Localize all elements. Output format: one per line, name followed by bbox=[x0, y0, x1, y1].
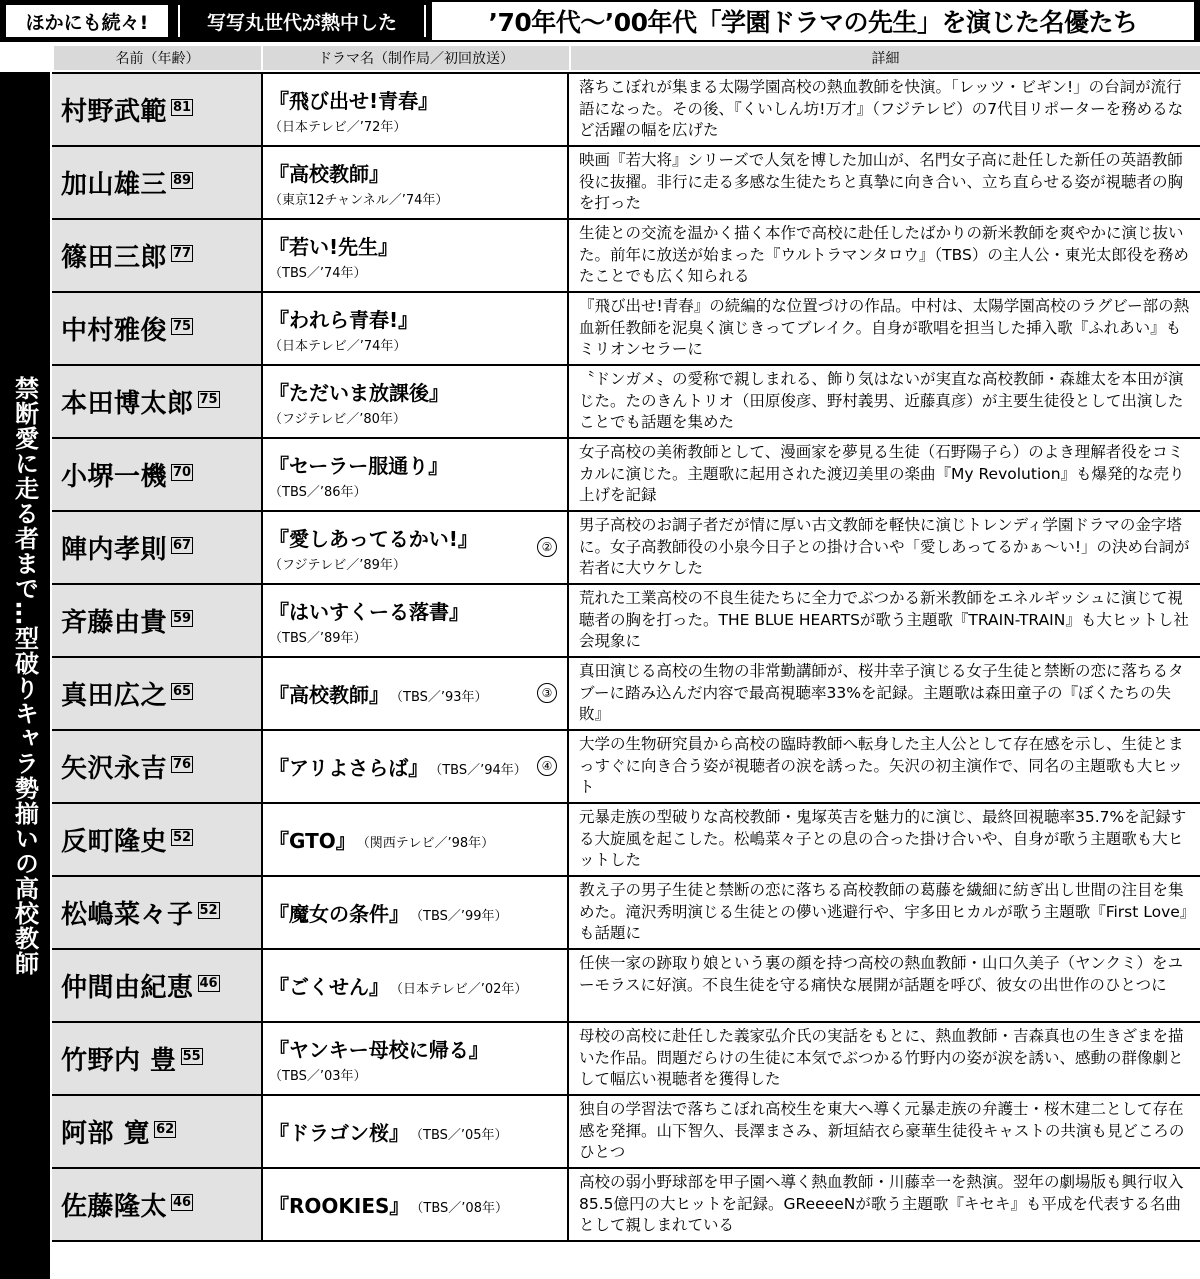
actor-name: 斉藤由貴 bbox=[61, 608, 168, 638]
table-row bbox=[52, 875, 1200, 948]
age-badge: 52 bbox=[173, 830, 192, 845]
drama-cell bbox=[261, 658, 569, 729]
detail-cell: 女子高校の美術教師として、漫画家を夢見る生徒（石野陽子ら）のよき理解者役をコミカルに演じた。主題歌に起用された渡辺美里の楽曲『My Revolution』も爆発的な売り上げを記録 bbox=[569, 439, 1200, 510]
table-body bbox=[52, 72, 1200, 1242]
side-label-bar bbox=[0, 72, 50, 1279]
actor-name: 小堺一機 bbox=[61, 462, 168, 492]
detail-cell: 任侠一家の跡取り娘という裏の顔を持つ高校の熱血教師・山口久美子（ヤンクミ）をユーモラスに好演。不良生徒を守る痛快な展開が話題を呼び、彼女の出世作のひとつに bbox=[569, 950, 1200, 1021]
name-cell bbox=[52, 658, 261, 729]
detail-cell: 大学の生物研究員から高校の臨時教師へ転身した主人公として存在感を示し、生徒とまっすぐに向き合う姿が視聴者の涙を誘った。矢沢の初主演作で、同名の主題歌も大ヒット bbox=[569, 731, 1200, 802]
drama-cell bbox=[261, 512, 569, 583]
detail-cell: 落ちこぼれが集まる太陽学園高校の熱血教師を快演。「レッツ・ビギン!」の台詞が流行語になった。その後、『くいしん坊!万才』（フジテレビ）の7代目リポーターを務めるなど活躍の幅を広げた bbox=[569, 74, 1200, 145]
table-header bbox=[52, 46, 1200, 70]
age-badge: 55 bbox=[182, 1049, 201, 1064]
detail-cell: 教え子の男子生徒と禁断の恋に落ちる高校教師の葛藤を繊細に紡ぎ出し世間の注目を集めた。滝沢秀明演じる生徒との儚い逃避行や、宇多田ヒカルが歌う主題歌『First Love』も話題に bbox=[569, 877, 1200, 948]
drama-cell bbox=[261, 439, 569, 510]
table-row bbox=[52, 218, 1200, 291]
name-cell bbox=[52, 877, 261, 948]
table-row bbox=[52, 729, 1200, 802]
detail-cell: 〝ドンガメ〟の愛称で親しまれる、飾り気はないが実直な高校教師・森雄太を本田が演じた。たのきんトリオ（田原俊彦、野村義男、近藤真彦）が主要生徒役として出演したことでも話題を集めた bbox=[569, 366, 1200, 437]
drama-cell bbox=[261, 1023, 569, 1094]
header-subtag: 写写丸世代が熱中した bbox=[178, 5, 426, 37]
header-bar bbox=[0, 0, 1200, 42]
detail-cell: 映画『若大将』シリーズで人気を博した加山が、名門女子高に赴任した新任の英語教師役に抜擢。非行に走る多感な生徒たちと真摯に向き合い、立ち直らせる姿が視聴者の胸を打った bbox=[569, 147, 1200, 218]
name-cell bbox=[52, 74, 261, 145]
age-badge: 67 bbox=[173, 538, 192, 553]
name-cell bbox=[52, 366, 261, 437]
page-title: ’70年代〜’00年代「学園ドラマの先生」を演じた名優たち bbox=[432, 2, 1194, 40]
actor-name: 反町隆史 bbox=[61, 827, 168, 857]
actor-name: 仲間由紀恵 bbox=[61, 973, 194, 1003]
detail-cell: 独自の学習法で落ちこぼれ高校生を東大へ導く元暴走族の弁護士・桜木建二として存在感を発揮。山下智久、長澤まさみ、新垣結衣ら豪華生徒役キャストの共演も見どころのひとつ bbox=[569, 1096, 1200, 1167]
drama-title: 『はいすくーる落書』 bbox=[269, 599, 469, 624]
actor-name: 中村雅俊 bbox=[61, 316, 168, 346]
age-badge: 81 bbox=[173, 100, 192, 115]
actor-name: 阿部 寛 bbox=[61, 1119, 151, 1149]
drama-cell bbox=[261, 585, 569, 656]
name-cell bbox=[52, 1023, 261, 1094]
drama-cell bbox=[261, 877, 569, 948]
age-badge: 52 bbox=[199, 903, 218, 918]
drama-meta: （日本テレビ／’72年） bbox=[269, 119, 407, 135]
age-badge: 75 bbox=[199, 392, 218, 407]
drama-meta: （TBS／’86年） bbox=[269, 484, 367, 500]
name-cell bbox=[52, 439, 261, 510]
drama-cell bbox=[261, 731, 569, 802]
drama-meta: （フジテレビ／’80年） bbox=[269, 411, 406, 427]
table-row bbox=[52, 72, 1200, 145]
drama-meta: （TBS／’74年） bbox=[269, 265, 367, 281]
drama-meta: （フジテレビ／’89年） bbox=[269, 557, 406, 573]
drama-title: 『アリよさらば』 bbox=[269, 756, 429, 780]
table-row bbox=[52, 364, 1200, 437]
drama-meta: （TBS／’05年） bbox=[410, 1128, 508, 1143]
photo-number-badge: ③ bbox=[537, 683, 557, 703]
drama-meta: （日本テレビ／’02年） bbox=[390, 982, 528, 997]
age-badge: 62 bbox=[156, 1122, 175, 1137]
drama-meta: （日本テレビ／’74年） bbox=[269, 338, 407, 354]
actor-name: 加山雄三 bbox=[61, 170, 168, 200]
name-cell bbox=[52, 147, 261, 218]
drama-cell bbox=[261, 293, 569, 364]
actor-name: 竹野内 豊 bbox=[61, 1046, 177, 1076]
name-cell bbox=[52, 950, 261, 1021]
drama-cell bbox=[261, 74, 569, 145]
drama-meta: （TBS／’99年） bbox=[410, 909, 508, 924]
drama-title: 『魔女の条件』 bbox=[269, 902, 409, 926]
detail-cell: 生徒との交流を温かく描く本作で高校に赴任したばかりの新米教師を爽やかに演じ抜いた。前年に放送が始まった『ウルトラマンタロウ』（TBS）の主人公・東光太郎役を務めたことでも広く知られる bbox=[569, 220, 1200, 291]
actor-name: 本田博太郎 bbox=[61, 389, 194, 419]
name-cell bbox=[52, 731, 261, 802]
age-badge: 75 bbox=[173, 319, 192, 334]
age-badge: 89 bbox=[173, 173, 192, 188]
actor-name: 陣内孝則 bbox=[61, 535, 168, 565]
column-header-name: 名前（年齢） bbox=[52, 46, 261, 70]
drama-cell bbox=[261, 950, 569, 1021]
drama-title: 『若い!先生』 bbox=[269, 234, 399, 259]
photo-number-badge: ② bbox=[537, 537, 557, 557]
actor-name: 矢沢永吉 bbox=[61, 754, 168, 784]
table-row bbox=[52, 437, 1200, 510]
header-tag: ほかにも続々! bbox=[6, 5, 168, 37]
name-cell bbox=[52, 293, 261, 364]
drama-meta: （東京12チャンネル／’74年） bbox=[269, 192, 449, 208]
drama-cell bbox=[261, 1096, 569, 1167]
column-header-detail: 詳細 bbox=[569, 46, 1200, 70]
drama-meta: （関西テレビ／’98年） bbox=[356, 836, 495, 851]
table-row bbox=[52, 802, 1200, 875]
detail-cell: 真田演じる高校の生物の非常勤講師が、桜井幸子演じる女子生徒と禁断の恋に落ちるタブーに踏み込んだ内容で最高視聴率33%を記録。主題歌は森田童子の『ぼくたちの失敗』 bbox=[569, 658, 1200, 729]
drama-title: 『高校教師』 bbox=[269, 683, 389, 707]
table-row bbox=[52, 1167, 1200, 1242]
detail-cell: 男子高校のお調子者だが情に厚い古文教師を軽快に演じトレンディ学園ドラマの金字塔に。女子高教師役の小泉今日子との掛け合いや「愛しあってるかぁ〜い!」の決め台詞が若者に大ウケした bbox=[569, 512, 1200, 583]
drama-meta: （TBS／’93年） bbox=[390, 690, 488, 705]
table-row bbox=[52, 145, 1200, 218]
age-badge: 59 bbox=[173, 611, 192, 626]
name-cell bbox=[52, 585, 261, 656]
drama-title: 『ただいま放課後』 bbox=[269, 380, 449, 405]
side-label: 禁断愛に走る者まで…型破りキャラ勢揃いの高校教師 bbox=[10, 375, 39, 976]
name-cell bbox=[52, 1096, 261, 1167]
drama-title: 『われら青春!』 bbox=[269, 307, 419, 332]
table-row bbox=[52, 948, 1200, 1021]
detail-cell: 元暴走族の型破りな高校教師・鬼塚英吉を魅力的に演じ、最終回視聴率35.7%を記録する大旋風を起こした。松嶋菜々子との息の合った掛け合いや、自身が歌う主題歌も大ヒットした bbox=[569, 804, 1200, 875]
detail-cell: 荒れた工業高校の不良生徒たちに全力でぶつかる新米教師をエネルギッシュに演じて視聴者の胸を打った。THE BLUE HEARTSが歌う主題歌『TRAIN-TRAIN』も大ヒットし社会現象に bbox=[569, 585, 1200, 656]
name-cell bbox=[52, 512, 261, 583]
drama-title: 『ごくせん』 bbox=[269, 975, 389, 999]
table-row bbox=[52, 510, 1200, 583]
age-badge: 65 bbox=[173, 684, 192, 699]
actor-name: 松嶋菜々子 bbox=[61, 900, 194, 930]
drama-title: 『愛しあってるかい!』 bbox=[269, 526, 478, 551]
table-row bbox=[52, 1094, 1200, 1167]
drama-meta: （TBS／’89年） bbox=[269, 630, 367, 646]
table-row bbox=[52, 583, 1200, 656]
drama-title: 『ドラゴン桜』 bbox=[269, 1121, 409, 1145]
drama-title: 『高校教師』 bbox=[269, 161, 389, 186]
drama-meta: （TBS／’94年） bbox=[429, 763, 527, 778]
drama-cell bbox=[261, 147, 569, 218]
drama-meta: （TBS／’08年） bbox=[410, 1201, 508, 1216]
drama-title: 『セーラー服通り』 bbox=[269, 453, 449, 478]
drama-cell bbox=[261, 366, 569, 437]
detail-cell: 母校の高校に赴任した義家弘介氏の実話をもとに、熱血教師・吉森真也の生きざまを描いた作品。問題だらけの生徒に本気でぶつかる竹野内の姿が涙を誘い、感動の群像劇として幅広い視聴者を獲得した bbox=[569, 1023, 1200, 1094]
actor-name: 篠田三郎 bbox=[61, 243, 168, 273]
age-badge: 46 bbox=[173, 1195, 192, 1210]
detail-cell: 『飛び出せ!青春』の続編的な位置づけの作品。中村は、太陽学園高校のラグビー部の熱血新任教師を泥臭く演じきってブレイク。自身が歌唱を担当した挿入歌『ふれあい』もミリオンセラーに bbox=[569, 293, 1200, 364]
drama-title: 『飛び出せ!青春』 bbox=[269, 88, 439, 113]
name-cell bbox=[52, 804, 261, 875]
age-badge: 77 bbox=[173, 246, 192, 261]
column-header-drama: ドラマ名（制作局／初回放送） bbox=[261, 46, 569, 70]
table-row bbox=[52, 656, 1200, 729]
age-badge: 46 bbox=[199, 976, 218, 991]
table-row bbox=[52, 1021, 1200, 1094]
actor-name: 佐藤隆太 bbox=[61, 1192, 168, 1222]
age-badge: 70 bbox=[173, 465, 192, 480]
drama-title: 『GTO』 bbox=[269, 829, 356, 853]
detail-cell: 高校の弱小野球部を甲子園へ導く熱血教師・川藤幸一を熱演。翌年の劇場版も興行収入85.5億円の大ヒットを記録。GReeeeNが歌う主題歌『キセキ』も平成を代表する名曲として親しまれている bbox=[569, 1169, 1200, 1240]
actor-name: 真田広之 bbox=[61, 681, 168, 711]
drama-cell bbox=[261, 220, 569, 291]
name-cell bbox=[52, 220, 261, 291]
photo-number-badge: ④ bbox=[537, 756, 557, 776]
age-badge: 76 bbox=[173, 757, 192, 772]
name-cell bbox=[52, 1169, 261, 1240]
drama-cell bbox=[261, 1169, 569, 1240]
actor-name: 村野武範 bbox=[61, 97, 168, 127]
drama-title: 『ヤンキー母校に帰る』 bbox=[269, 1037, 489, 1062]
drama-meta: （TBS／’03年） bbox=[269, 1068, 367, 1084]
drama-cell bbox=[261, 804, 569, 875]
drama-title: 『ROOKIES』 bbox=[269, 1194, 410, 1218]
table-row bbox=[52, 291, 1200, 364]
